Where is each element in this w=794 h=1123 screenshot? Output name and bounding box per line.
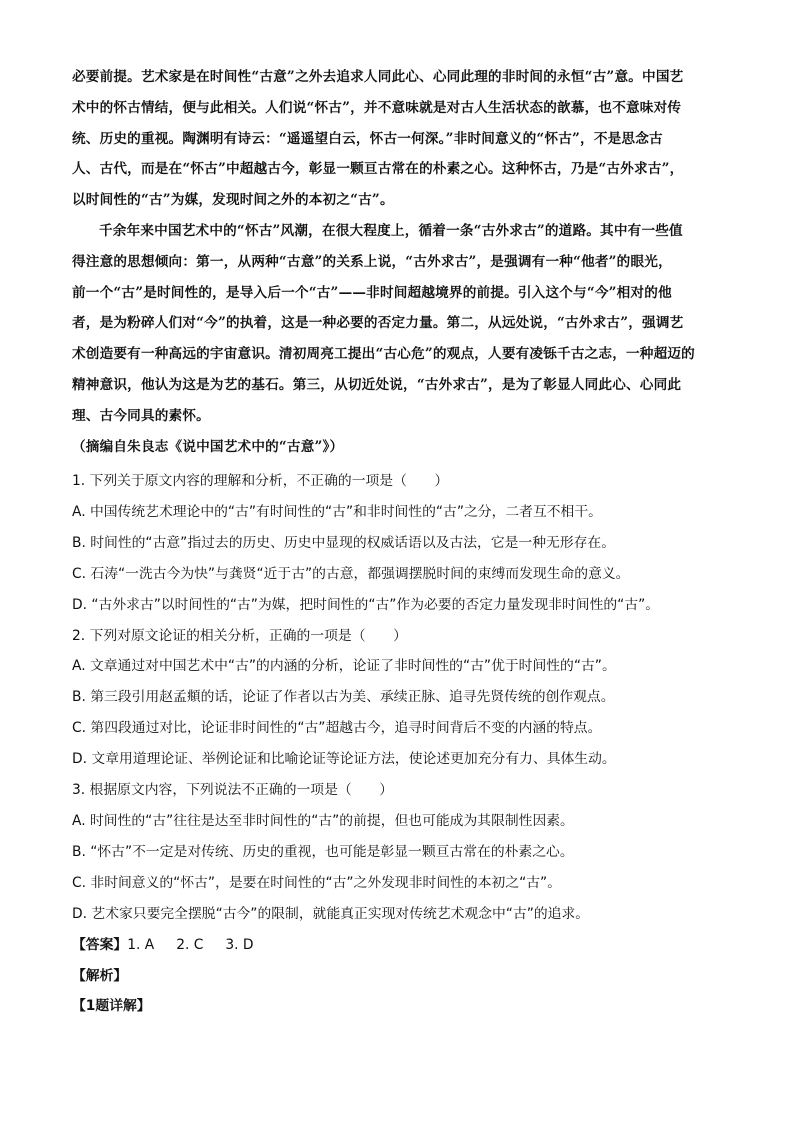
passage-line: 以时间性的“古”为媒，发现时间之外的本初之“古”。 xyxy=(72,192,394,209)
answer-label: 【答案】 xyxy=(72,936,128,953)
passage-line: 精神意识，他认为这是为艺的基石。第三，从切近处说，“古外求古”，是为了彰显人同此心、心同此 xyxy=(72,376,682,393)
passage-line: 千余年来中国艺术中的“怀古”风潮，在很大程度上，循着一条“古外求古”的道路。其中有一些值 xyxy=(99,222,683,239)
question-stem: 2. 下列对原文论证的相关分析，正确的一项是（ ） xyxy=(72,627,407,644)
question-option: C. 非时间意义的“怀古”，是要在时间性的“古”之外发现非时间性的本初之“古”。 xyxy=(72,874,561,891)
question-option: C. 石涛“一洗古今为快”与龚贤“近于古”的古意，都强调摆脱时间的束缚而发现生命的意义。 xyxy=(72,565,630,582)
passage-paragraph-1 xyxy=(72,62,722,216)
question-option: D. “古外求古”以时间性的“古”为媒，把时间性的“古”作为必要的否定力量发现非时间性的“古”。 xyxy=(72,596,660,613)
passage-line: 统、历史的重视。陶渊明有诗云：“遥遥望白云，怀古一何深。”非时间意义的“怀古”，不是思念古 xyxy=(72,130,663,147)
passage-line: 者，是为粉碎人们对“今”的执着，这是一种必要的否定力量。第二，从远处说，“古外求古”，强调艺 xyxy=(72,315,684,332)
question-option: A. 中国传统艺术理论中的“古”有时间性的“古”和非时间性的“古”之分，二者互不相干。 xyxy=(72,503,602,520)
answer-line xyxy=(72,930,722,961)
passage-line: 得注意的思想倾向：第一，从两种“古意”的关系上说，“古外求古”，是强调有一种“他者”的眼光， xyxy=(72,253,672,270)
answer-item: 3. D xyxy=(225,936,254,953)
passage-line: 术中的怀古情结，便与此相关。人们说“怀古”，并不意味就是对古人生活状态的歆慕，也不意味对传 xyxy=(72,99,682,116)
passage-line: 必要前提。艺术家是在时间性“古意”之外去追求人同此心、心同此理的非时间的永恒“古”意。中国艺 xyxy=(72,69,684,85)
question-option: B. 时间性的“古意”指过去的历史、历史中显现的权威话语以及古法，它是一种无形存在。 xyxy=(72,534,616,551)
question-option: D. 艺术家只要完全摆脱“古今”的限制，就能真正实现对传统艺术观念中“古”的追求。 xyxy=(72,905,590,922)
passage-line: 术创造要有一种高远的宇宙意识。清初周亮工提出“古心危”的观点，人要有凌铄千古之志，一种超迈的 xyxy=(72,346,695,363)
question-option: D. 文章用道理论证、举例论证和比喻论证等论证方法，使论述更加充分有力、具体生动。 xyxy=(72,751,616,768)
answer-item: 2. C xyxy=(176,936,204,953)
reading-passage xyxy=(72,62,722,462)
question-option: B. “怀古”不一定是对传统、历史的重视，也可能是彰显一颗亘古常在的朴素之心。 xyxy=(72,843,574,860)
question-option: C. 第四段通过对比，论证非时间性的“古”超越古今，追寻时间背后不变的内涵的特点。 xyxy=(72,720,602,737)
question-option: A. 时间性的“古”往往是达至非时间性的“古”的前提，但也可能成为其限制性因素。 xyxy=(72,812,574,829)
analysis-label: 【解析】 xyxy=(72,967,128,984)
question-option: B. 第三段引用赵孟頫的话，论证了作者以古为美、承续正脉、追寻先贤传统的创作观点。 xyxy=(72,689,615,706)
passage-line: 人、古代，而是在“怀古”中超越古今，彰显一颗亘古常在的朴素之心。这种怀古，乃是“古外求古”， xyxy=(72,161,684,178)
question-stem: 1. 下列关于原文内容的理解和分析，不正确的一项是（ ） xyxy=(72,473,449,489)
question-option: A. 文章通过对中国艺术中“古”的内涵的分析，论证了非时间性的“古”优于时间性的“古”。 xyxy=(72,658,616,675)
passage-line: 理、古今同具的素怀。 xyxy=(72,407,210,424)
answer-item: 1. A xyxy=(127,936,155,953)
question-section xyxy=(72,466,722,1022)
detail-label: 【1题详解】 xyxy=(72,998,151,1015)
passage-paragraph-2 xyxy=(72,216,722,432)
question-stem: 3. 根据原文内容，下列说法不正确的一项是（ ） xyxy=(72,782,394,799)
passage-line: 前一个“古”是时间性的，是导入后一个“古”——非时间超越境界的前提。引入这个与“今”相对的他 xyxy=(72,284,672,301)
passage-source: （摘编自朱良志《说中国艺术中的“古意”》） xyxy=(72,438,344,455)
